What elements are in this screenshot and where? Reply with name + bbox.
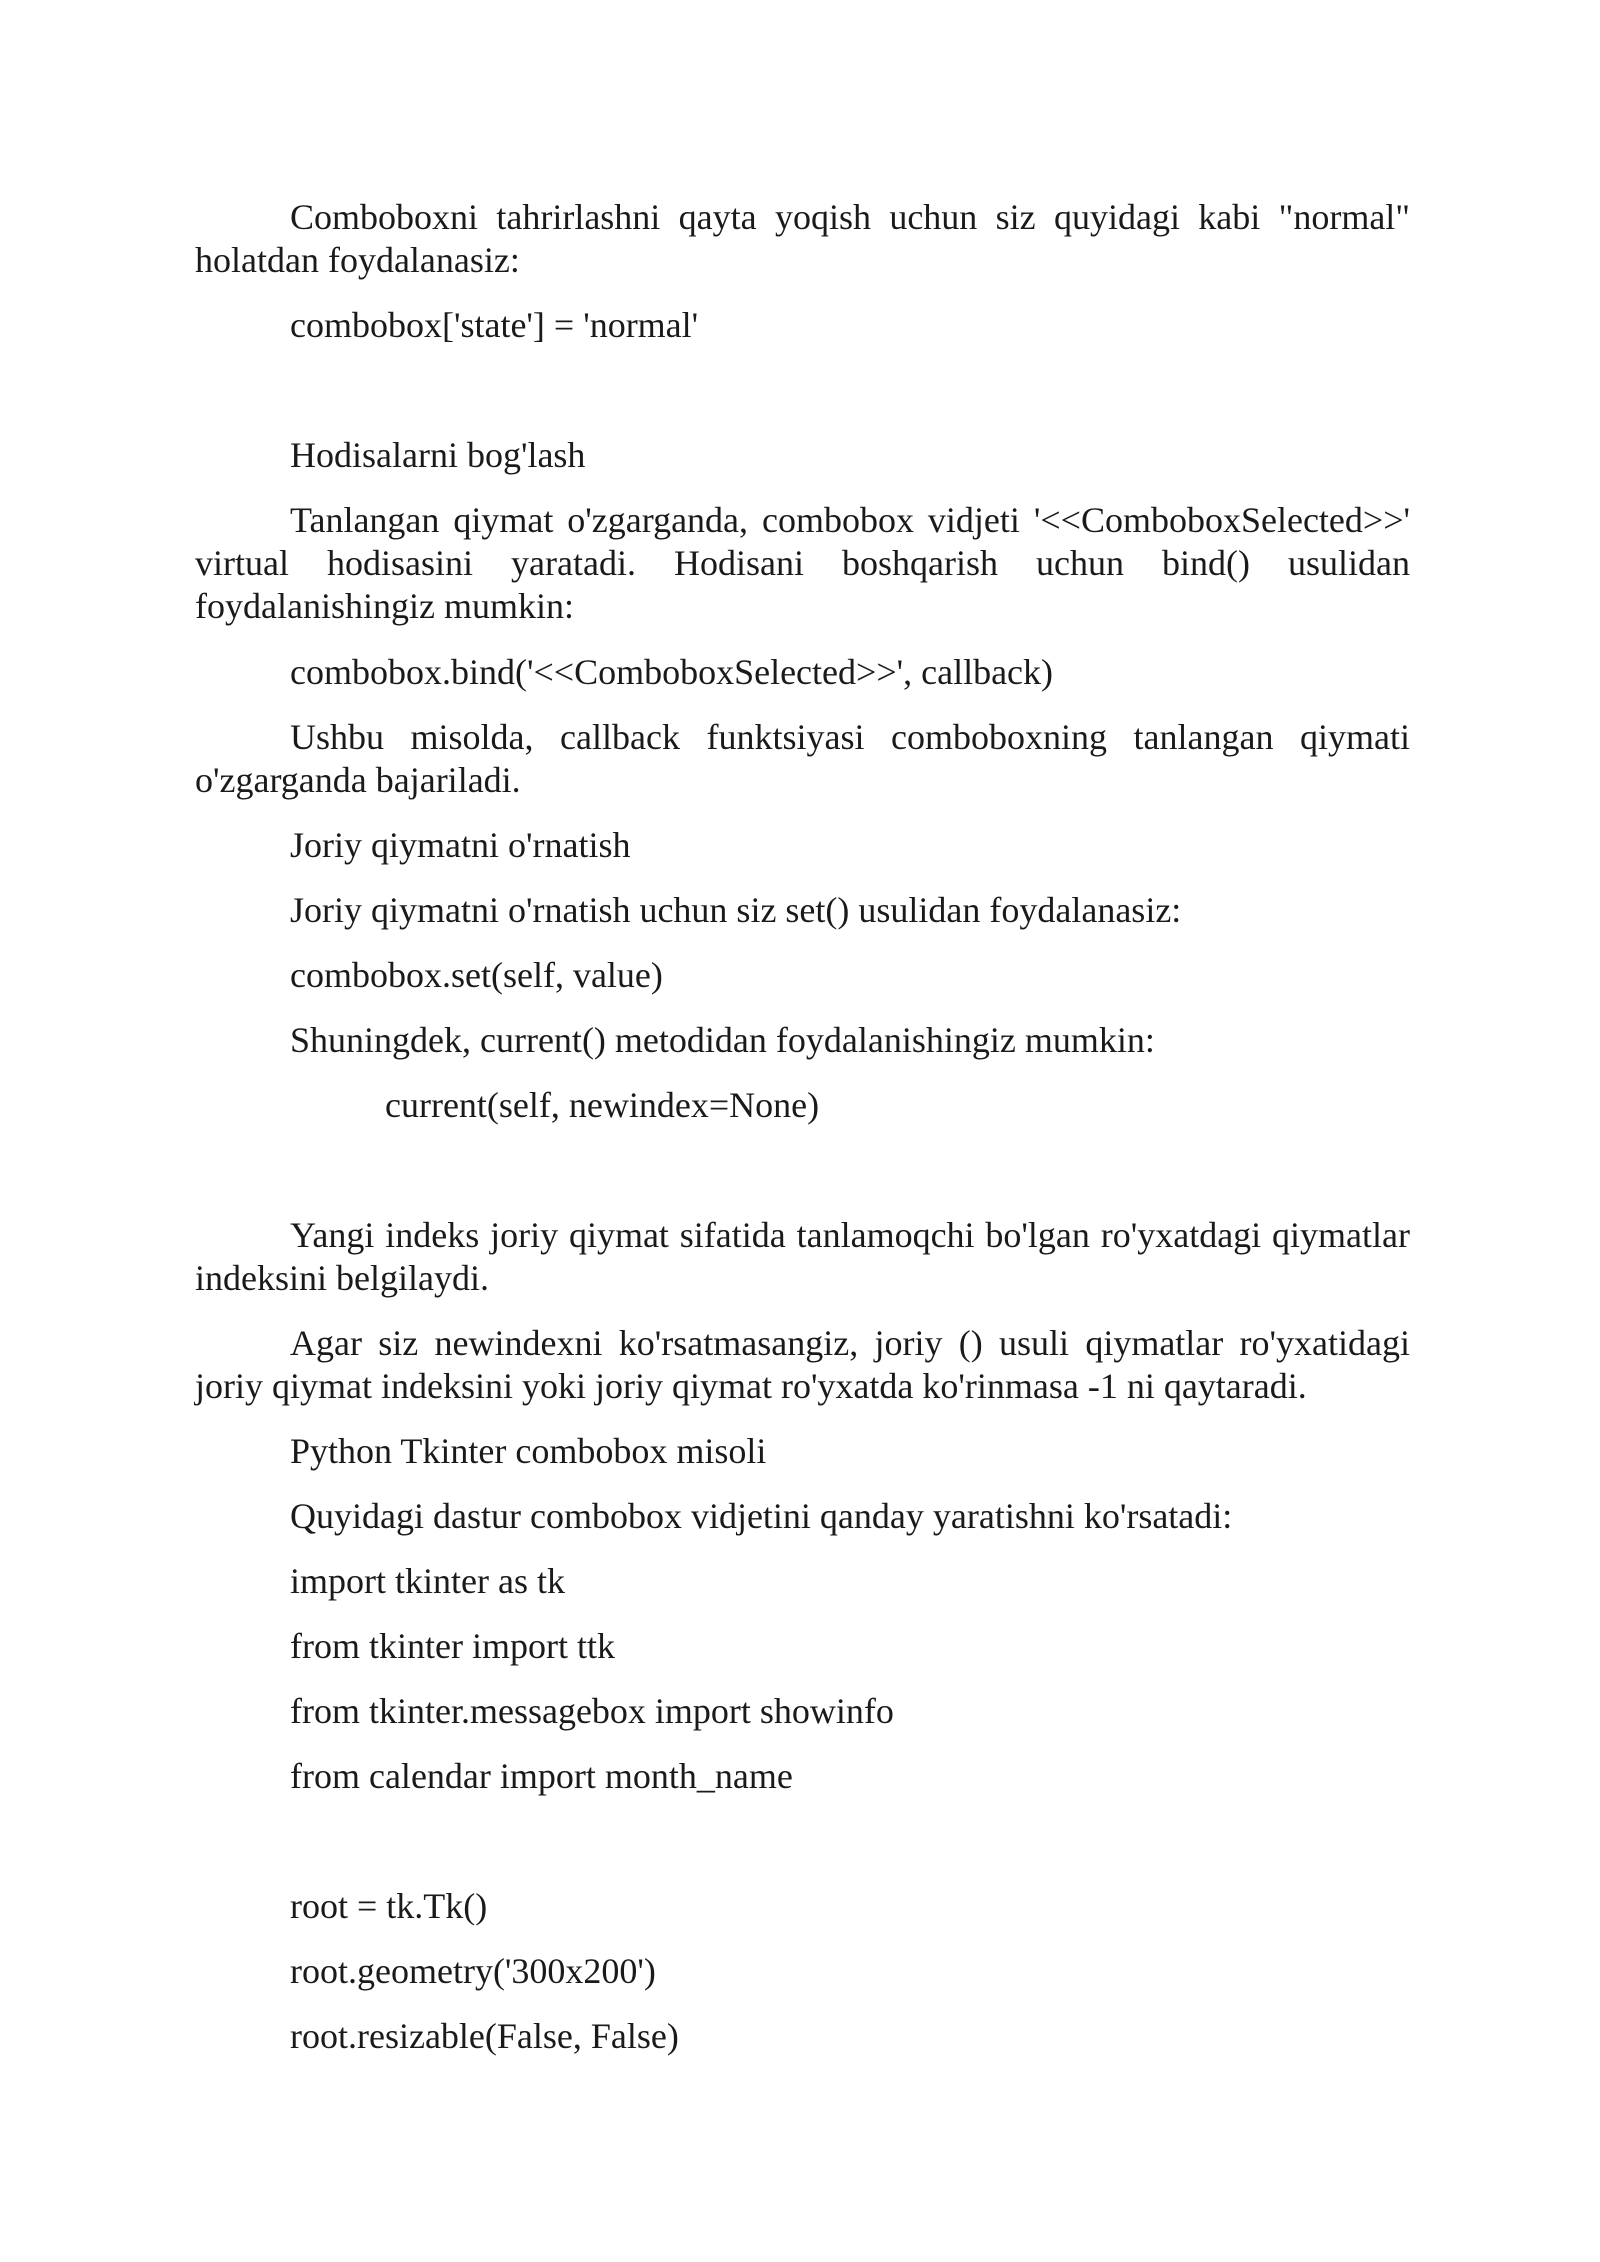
code-state-normal: combobox['state'] = 'normal'	[290, 305, 699, 345]
code-line: from tkinter import ttk	[290, 1626, 615, 1666]
paragraph-set-method: Joriy qiymatni o'rnatish uchun siz set() usulidan foydalanasiz:	[290, 890, 1182, 930]
code-line: import tkinter as tk	[290, 1561, 565, 1601]
paragraph-program: Quyidagi dastur combobox vidjetini qanday yaratishni ko'rsatadi:	[290, 1496, 1233, 1536]
code-bind: combobox.bind('<<ComboboxSelected>>', callback)	[290, 652, 1054, 692]
heading-binding-events: Hodisalarni bog'lash	[290, 435, 586, 475]
code-line: root.resizable(False, False)	[290, 2016, 679, 2056]
code-line: root = tk.Tk()	[290, 1886, 488, 1926]
code-set: combobox.set(self, value)	[290, 955, 663, 995]
code-line: from tkinter.messagebox import showinfo	[290, 1691, 894, 1731]
code-current: current(self, newindex=None)	[385, 1085, 820, 1125]
heading-set-current: Joriy qiymatni o'rnatish	[290, 825, 631, 865]
paragraph-selected-event: Tanlangan qiymat o'zgarganda, combobox vidjeti '<<ComboboxSelected>>' virtual hodisasini yaratadi. Hodisani boshqarish uchun bind() usulidan foydalanishingiz mumkin:	[195, 500, 1410, 626]
paragraph-newindex: Yangi indeks joriy qiymat sifatida tanlamoqchi bo'lgan ro'yxatdagi qiymatlar indeksini belgilaydi.	[195, 1215, 1410, 1298]
paragraph-no-newindex: Agar siz newindexni ko'rsatmasangiz, joriy () usuli qiymatlar ro'yxatidagi joriy qiymat indeksini yoki joriy qiymat ro'yxatda ko'rinmasa -1 ni qaytaradi.	[195, 1323, 1410, 1406]
code-line: root.geometry('300x200')	[290, 1951, 656, 1991]
paragraph-current-method: Shuningdek, current() metodidan foydalanishingiz mumkin:	[290, 1020, 1155, 1060]
paragraph-enable-editing: Comboboxni tahrirlashni qayta yoqish uchun siz quyidagi kabi "normal" holatdan foydalanasiz:	[195, 197, 1410, 280]
code-line: from calendar import month_name	[290, 1756, 793, 1796]
paragraph-callback: Ushbu misolda, callback funktsiyasi comboboxning tanlangan qiymati o'zgarganda bajariladi.	[195, 717, 1410, 800]
heading-example: Python Tkinter combobox misoli	[290, 1431, 767, 1471]
